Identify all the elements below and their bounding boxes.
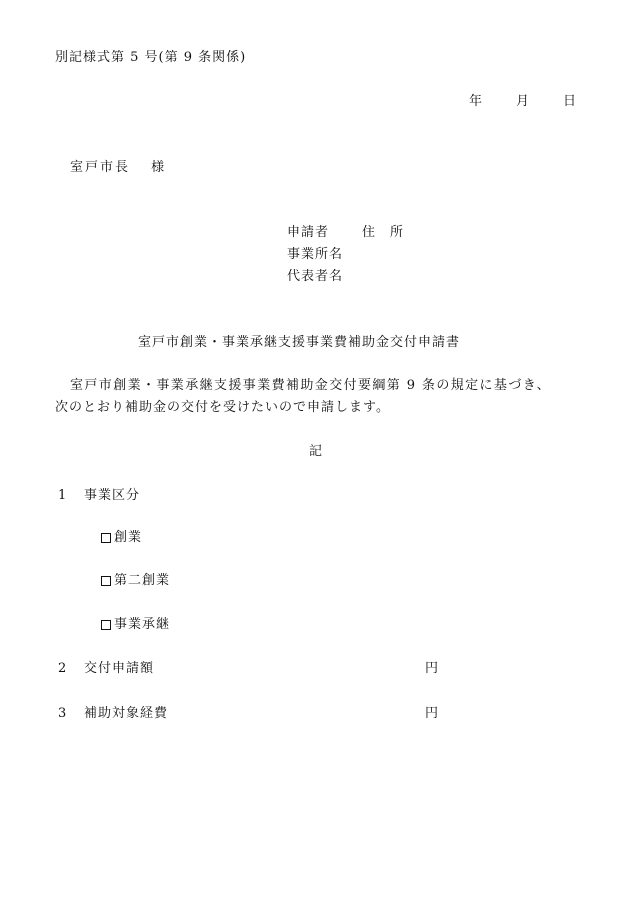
item-number: 2: [58, 661, 67, 676]
form-label: 別記様式第 5 号(第 9 条関係): [55, 50, 247, 65]
checkbox-startup[interactable]: [101, 533, 111, 543]
applicant-label: 申請者: [287, 225, 330, 240]
item-label-grant-amount: 交付申請額: [84, 661, 155, 676]
office-name-label: 事業所名: [287, 247, 344, 262]
body-line-2: 次のとおり補助金の交付を受けたいので申請します。: [55, 400, 390, 415]
body-line-1: 室戸市創業・事業承継支援事業費補助金交付要綱第 9 条の規定に基づき、: [70, 378, 552, 393]
unit-yen: 円: [425, 661, 440, 676]
ki-heading: 記: [309, 444, 324, 459]
item-label-business-category: 事業区分: [84, 488, 141, 503]
date-month-label: 月: [516, 94, 531, 109]
option-label-business-succession: 事業承継: [114, 617, 171, 632]
representative-name-label: 代表者名: [287, 269, 344, 284]
address-label: 住 所: [362, 225, 405, 240]
option-label-startup: 創業: [114, 530, 143, 545]
item-number: 3: [58, 706, 67, 721]
date-year-label: 年: [469, 94, 484, 109]
option-label-second-startup: 第二創業: [114, 573, 171, 588]
date-day-label: 日: [563, 94, 578, 109]
document-title: 室戸市創業・事業承継支援事業費補助金交付申請書: [138, 335, 461, 350]
unit-yen: 円: [425, 706, 440, 721]
checkbox-second-startup[interactable]: [101, 576, 111, 586]
item-label-eligible-expenses: 補助対象経費: [84, 706, 169, 721]
addressee: 室戸市長 様: [70, 160, 167, 175]
item-number: 1: [58, 488, 67, 503]
checkbox-business-succession[interactable]: [101, 620, 111, 630]
